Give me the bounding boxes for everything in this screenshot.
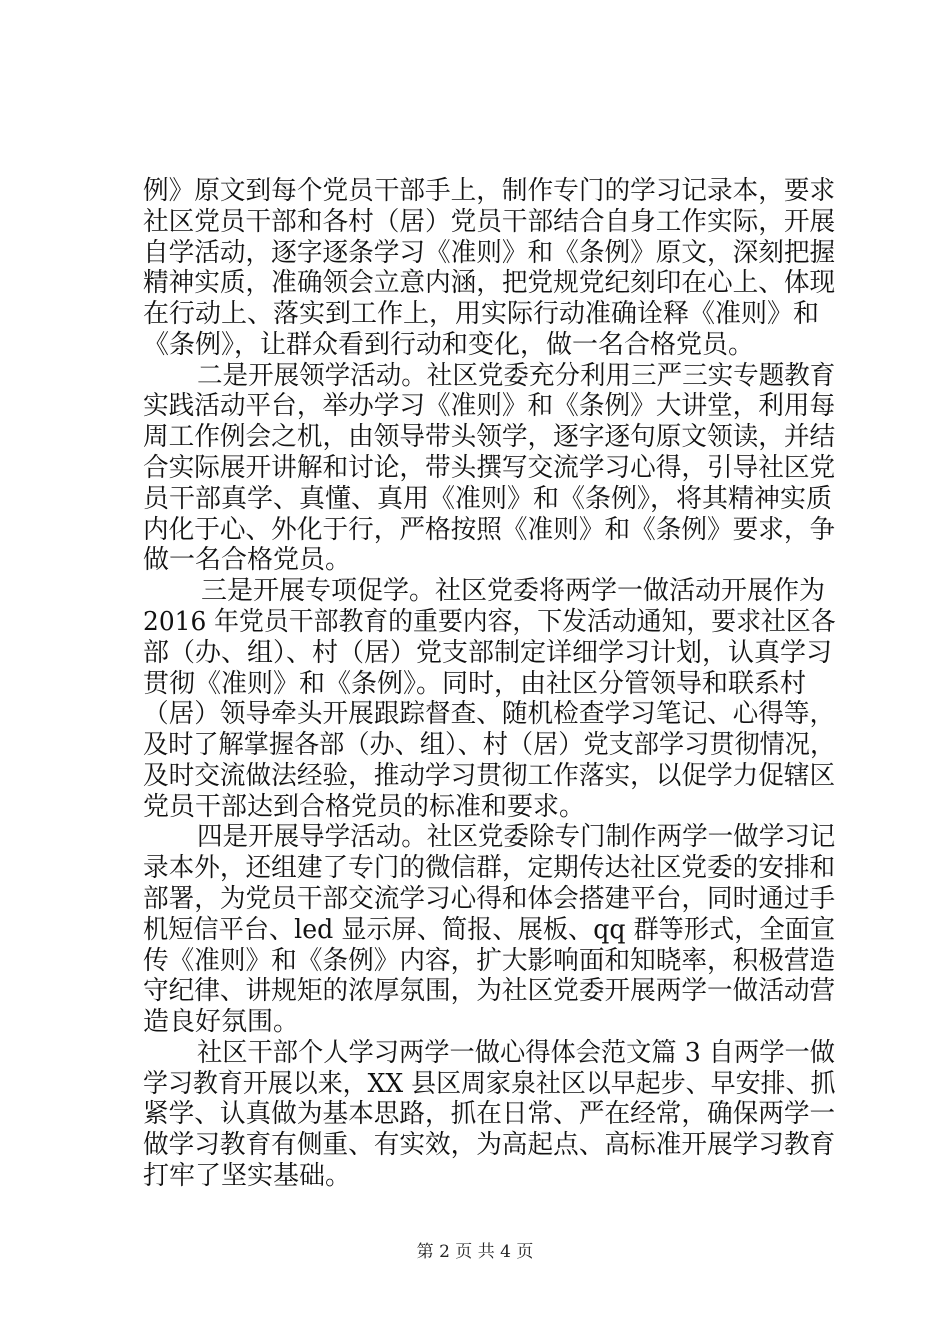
text-line-4: 精神实质，准确领会立意内涵，把党规党纪刻印在心上、体现 (143, 268, 836, 298)
text-line-9: 周工作例会之机，由领导带头领学，逐字逐句原文领读，并结 (143, 422, 836, 452)
text-line-3: 自学活动，逐字逐条学习《准则》和《条例》原文，深刻把握 (143, 238, 836, 268)
text-line-31: 紧学、认真做为基本思路，抓在日常、严在经常，确保两学一 (143, 1099, 836, 1129)
text-line-12: 内化于心、外化于行，严格按照《准则》和《条例》要求，争 (143, 515, 836, 545)
text-line-28: 造良好氛围。 (143, 1007, 300, 1037)
text-line-19: 及时了解掌握各部（办、组）、村（居）党支部学习贯彻情况， (143, 730, 836, 760)
text-line-7: 二是开展领学活动。社区党委充分利用三严三实专题教育 (197, 361, 836, 391)
text-line-13: 做一名合格党员。 (143, 545, 352, 575)
text-line-5: 在行动上、落实到工作上，用实际行动准确诠释《准则》和 (143, 299, 820, 329)
text-line-11: 员干部真学、真懂、真用《准则》和《条例》，将其精神实质 (143, 484, 833, 514)
text-line-14: 三是开展专项促学。社区党委将两学一做活动开展作为 (201, 576, 826, 606)
page-footer: 第 2 页 共 4 页 (416, 1242, 534, 1262)
text-line-32: 做学习教育有侧重、有实效，为高起点、高标准开展学习教育 (143, 1130, 836, 1160)
text-line-27: 守纪律、讲规矩的浓厚氛围，为社区党委开展两学一做活动营 (143, 976, 836, 1006)
text-line-33: 打牢了坚实基础。 (143, 1161, 352, 1191)
text-line-29: 社区干部个人学习两学一做心得体会范文篇 3 自两学一做 (197, 1038, 836, 1068)
text-line-30: 学习教育开展以来，XX 县区周家泉社区以早起步、早安排、抓 (143, 1069, 836, 1099)
text-line-21: 党员干部达到合格党员的标准和要求。 (143, 792, 586, 822)
text-line-23: 录本外，还组建了专门的微信群，定期传达社区党委的安排和 (143, 853, 836, 883)
text-line-25: 机短信平台、led 显示屏、简报、展板、qq 群等形式，全面宣 (143, 915, 836, 945)
text-line-26: 传《准则》和《条例》内容，扩大影响面和知晓率，积极营造 (143, 946, 836, 976)
text-line-24: 部署，为党员干部交流学习心得和体会搭建平台，同时通过手 (143, 884, 836, 914)
text-line-10: 合实际展开讲解和讨论，带头撰写交流学习心得，引导社区党 (143, 453, 836, 483)
text-line-8: 实践活动平台，举办学习《准则》和《条例》大讲堂，利用每 (143, 391, 836, 421)
text-line-18: （居）领导牵头开展跟踪督查、随机检查学习笔记、心得等， (143, 699, 836, 729)
text-line-16: 部（办、组）、村（居）党支部制定详细学习计划，认真学习 (143, 638, 833, 668)
text-line-2: 社区党员干部和各村（居）党员干部结合自身工作实际，开展 (143, 207, 836, 237)
text-line-15: 2016 年党员干部教育的重要内容，下发活动通知，要求社区各 (143, 607, 836, 637)
text-line-20: 及时交流做法经验，推动学习贯彻工作落实，以促学力促辖区 (143, 761, 836, 791)
text-line-6: 《条例》，让群众看到行动和变化，做一名合格党员。 (143, 330, 755, 360)
text-line-22: 四是开展导学活动。社区党委除专门制作两学一做学习记 (197, 822, 836, 852)
text-line-1: 例》原文到每个党员干部手上，制作专门的学习记录本，要求 (143, 176, 836, 206)
text-line-17: 贯彻《准则》和《条例》。同时，由社区分管领导和联系村 (143, 669, 807, 699)
